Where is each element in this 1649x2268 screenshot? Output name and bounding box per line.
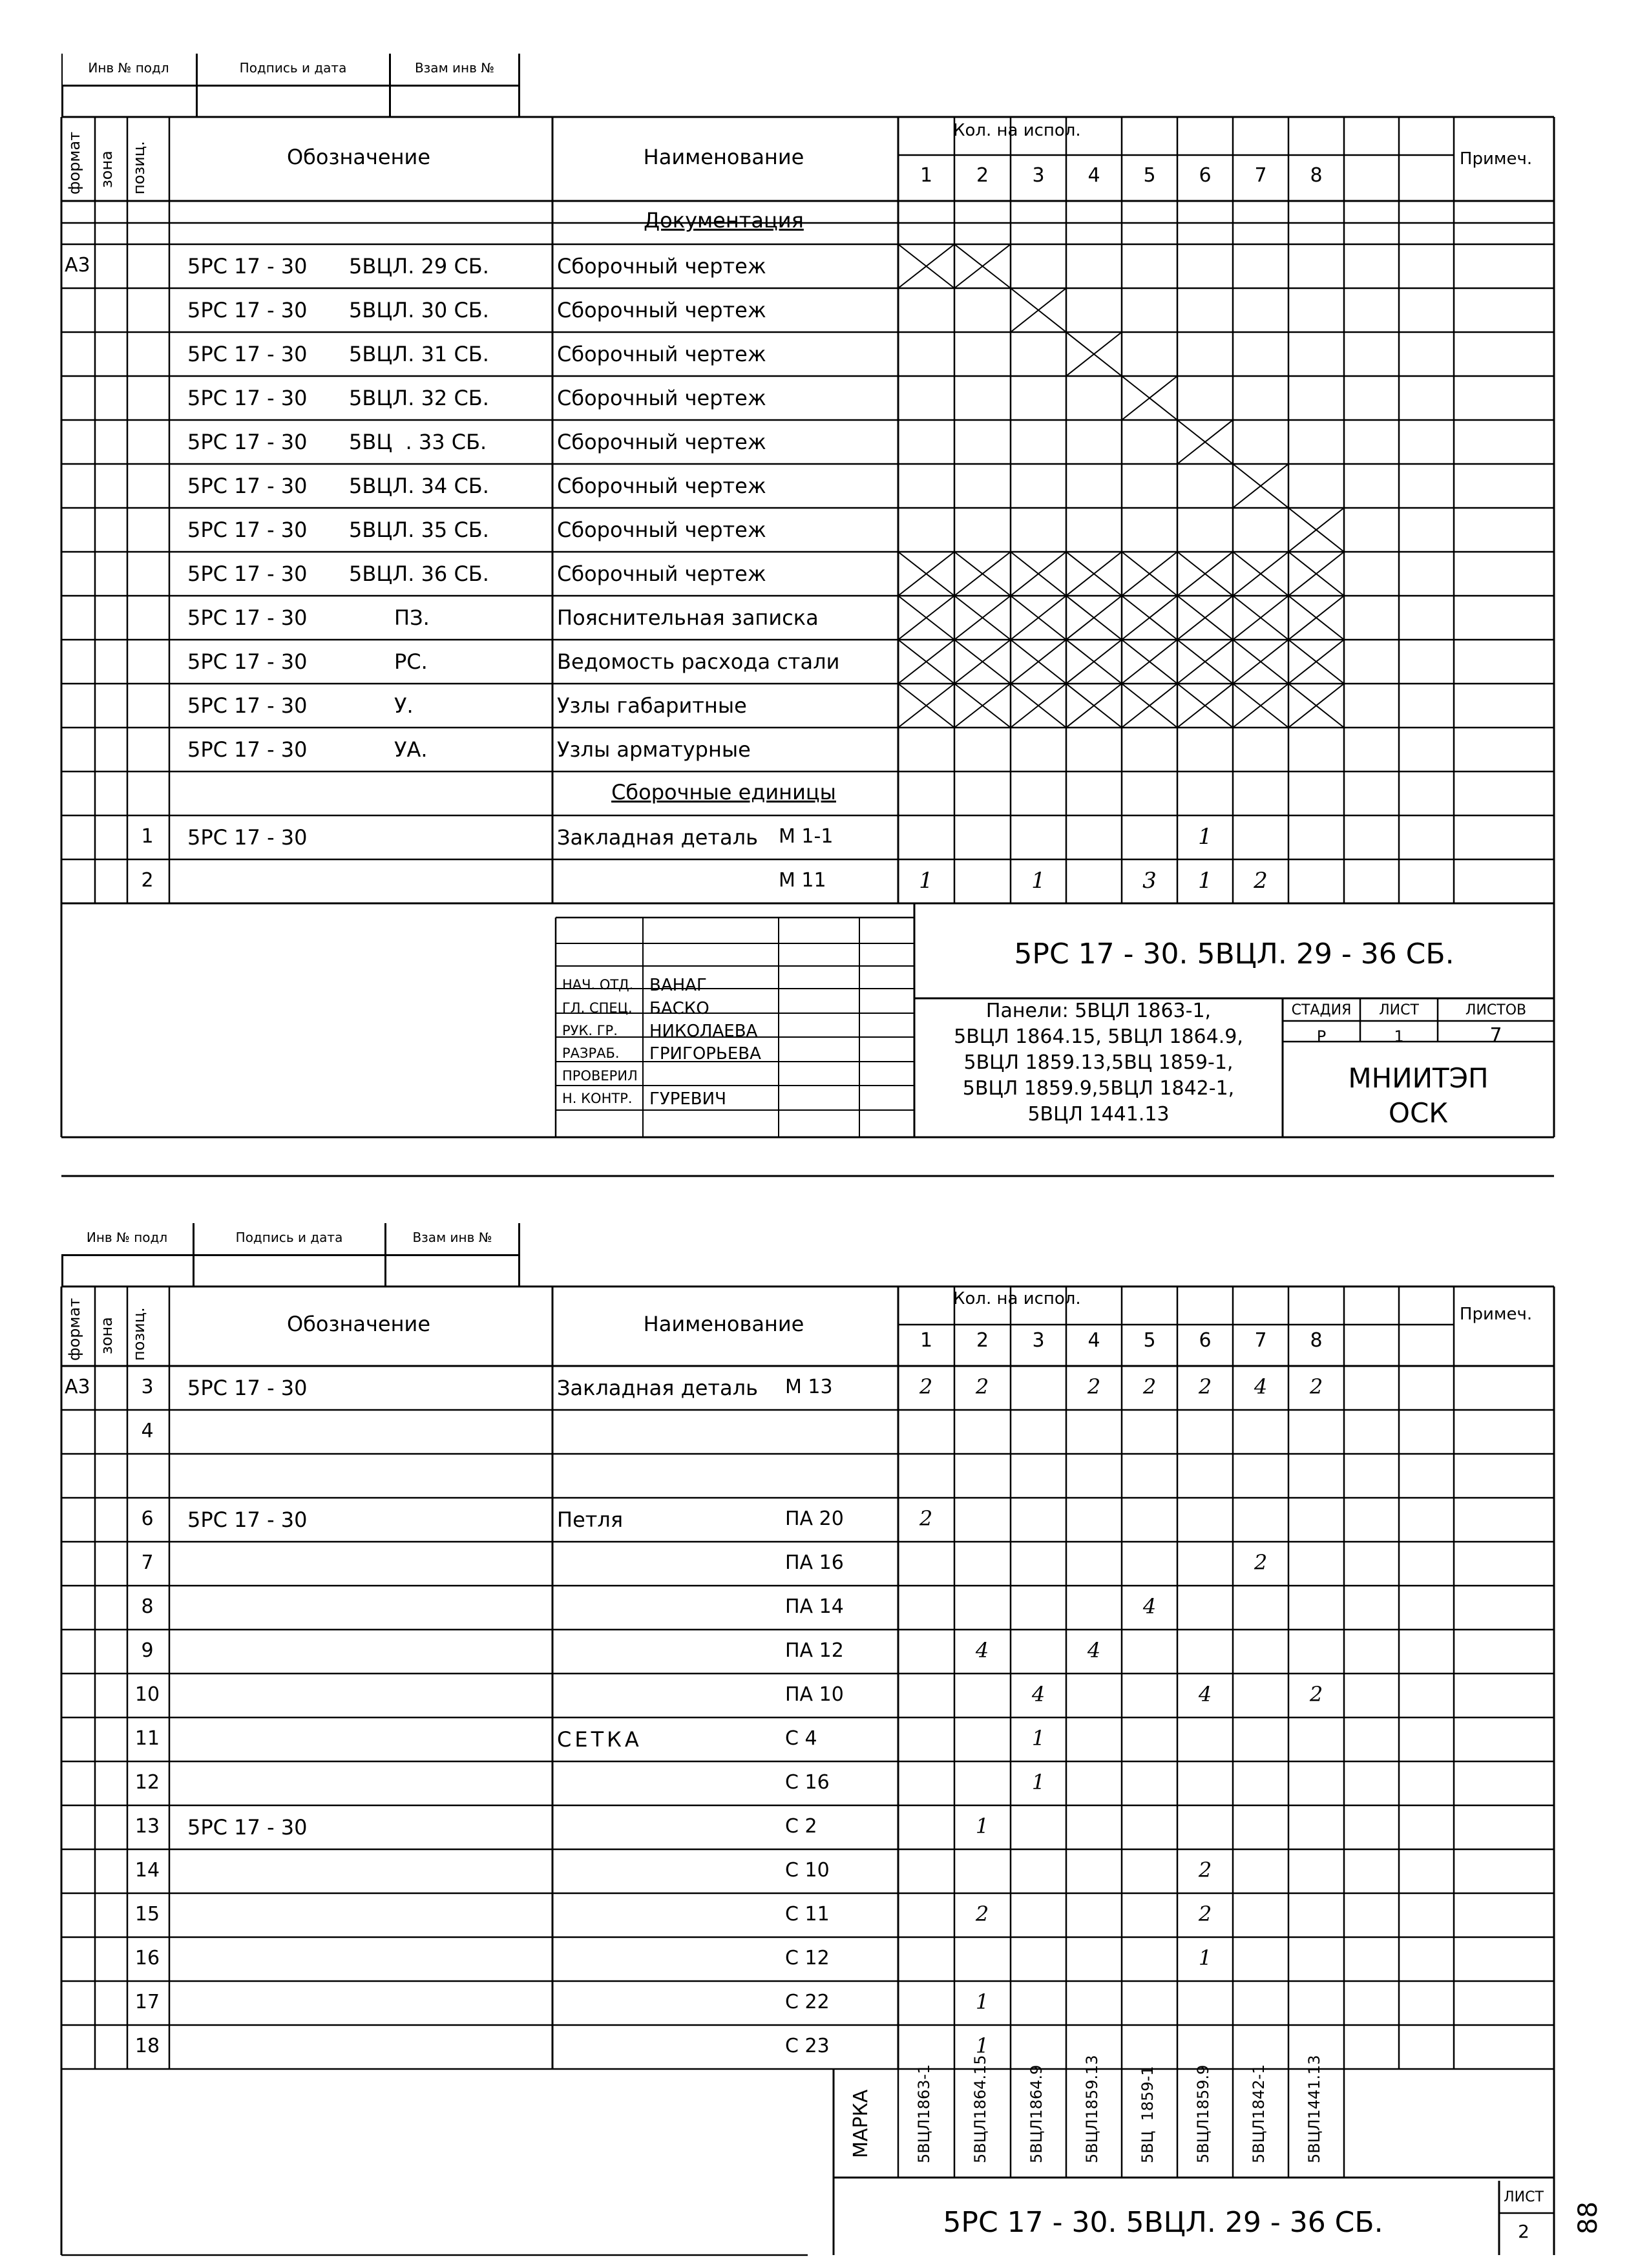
row-name: Закладная деталь	[557, 1376, 758, 1400]
role-label: РАЗРАБ.	[562, 1045, 620, 1061]
title-desc-3: 5ВЦЛ 1859.13,5ВЦ 1859-1,	[963, 1051, 1234, 1074]
row-qty-3: 4	[1031, 1682, 1045, 1706]
col-1: 1	[919, 164, 933, 187]
row-qty-6: 4	[1198, 1682, 1212, 1706]
row-position: 12	[134, 1771, 160, 1794]
row-name: Сборочный чертеж	[557, 386, 766, 410]
row-code: 5РС 17 - 30	[187, 1815, 308, 1840]
row-name: Узлы габаритные	[557, 693, 747, 718]
col-2: 2	[976, 164, 989, 187]
row-position: 7	[141, 1551, 154, 1574]
row-code: 5РС 17 - 30	[187, 605, 308, 630]
row-qty-4: 2	[1087, 1374, 1101, 1399]
row-name2: С 2	[785, 1815, 817, 1838]
row-position: 16	[134, 1947, 160, 1969]
person-name: БАСКО	[649, 999, 709, 1018]
row-code: 5РС 17 - 30	[187, 298, 308, 322]
header-poz-2: позиц.	[130, 1307, 148, 1361]
row-qty-1: 1	[919, 868, 933, 894]
mark-label: 5ВЦЛ1863-1	[915, 2064, 933, 2163]
row-position: 2	[141, 869, 154, 892]
listov-label: ЛИСТОВ	[1465, 1002, 1527, 1018]
header-poz: позиц.	[130, 141, 148, 194]
col-4: 4	[1087, 164, 1100, 187]
podpis-label: Подпись и дата	[239, 60, 347, 76]
header-zona: зона	[98, 151, 116, 188]
row-qty-1: 2	[919, 1506, 933, 1531]
row-qty-7: 2	[1254, 1550, 1268, 1575]
col2-8: 8	[1310, 1329, 1323, 1352]
row-name: Пояснительная записка	[557, 605, 819, 630]
org-name: МНИИТЭП	[1348, 1062, 1489, 1094]
title-desc-1: Панели: 5ВЦЛ 1863-1,	[985, 1000, 1212, 1022]
header-kol: Кол. на испол.	[953, 121, 1081, 140]
row-code: 5РС 17 - 30	[187, 474, 308, 498]
row-suffix: 5ВЦ . 33 СБ.	[349, 430, 487, 454]
row-code: 5РС 17 - 30	[187, 1507, 308, 1532]
col2-7: 7	[1254, 1329, 1267, 1352]
row-qty-8: 2	[1309, 1682, 1323, 1706]
inv-podl-label: Инв № подл	[88, 60, 169, 76]
row-name: Сборочный чертеж	[557, 474, 766, 498]
col-5: 5	[1143, 164, 1156, 187]
row-name: Узлы арматурные	[557, 737, 751, 762]
header-zona-2: зона	[98, 1317, 116, 1354]
mark-label: 5ВЦЛ1864.15	[971, 2055, 989, 2163]
row-name2: С 4	[785, 1727, 817, 1750]
row-code: 5РС 17 - 30	[187, 386, 308, 410]
row-name2: ПА 16	[785, 1551, 844, 1574]
role-label: НАЧ. ОТД.	[562, 977, 634, 992]
section-assembly-units: Сборочные единицы	[611, 780, 836, 804]
page-number: 88	[1573, 2201, 1603, 2234]
row-position: 15	[134, 1903, 160, 1926]
title-desc-4: 5ВЦЛ 1859.9,5ВЦЛ 1842-1,	[962, 1077, 1235, 1100]
footer-code: 5РС 17 - 30. 5ВЦЛ. 29 - 36 СБ.	[943, 2206, 1383, 2239]
row-qty-5: 3	[1142, 868, 1157, 894]
row-qty-4: 4	[1087, 1638, 1101, 1663]
row-code: 5РС 17 - 30	[187, 649, 308, 674]
mark-label: 5ВЦЛ1842-1	[1250, 2064, 1268, 2163]
role-label: Н. КОНТР.	[562, 1091, 633, 1106]
footer-list-number: 2	[1518, 2221, 1529, 2242]
row-code: 5РС 17 - 30	[187, 342, 308, 366]
header-oboz: Обозначение	[286, 145, 431, 169]
vzam-label-2: Взам инв №	[412, 1230, 492, 1245]
row-qty-2: 4	[975, 1638, 989, 1663]
header-naim: Наименование	[643, 145, 804, 169]
header-kol-2: Кол. на испол.	[953, 1289, 1081, 1308]
row-name: Сборочный чертеж	[557, 430, 766, 454]
header-naim-2: Наименование	[643, 1312, 804, 1336]
row-code: 5РС 17 - 30	[187, 693, 308, 718]
row-name2: ПА 20	[785, 1507, 844, 1530]
row-qty-6: 2	[1198, 1374, 1212, 1399]
person-name: ВАНАГ	[649, 976, 707, 995]
row-qty-6: 2	[1198, 1858, 1212, 1882]
row-qty-6: 1	[1198, 1946, 1212, 1970]
row-suffix: 5ВЦЛ. 30 СБ.	[349, 298, 489, 322]
row-code: 5РС 17 - 30	[187, 825, 308, 850]
row-qty-2: 1	[975, 2033, 989, 2058]
row-qty-2: 1	[975, 1814, 989, 1838]
list-label: ЛИСТ	[1379, 1002, 1419, 1018]
row-name: Сборочный чертеж	[557, 562, 766, 586]
title-desc-5: 5ВЦЛ 1441.13	[1027, 1103, 1170, 1126]
row-name2: ПА 14	[785, 1595, 844, 1618]
role-label: ГЛ. СПЕЦ.	[562, 1000, 633, 1016]
row-position: 11	[134, 1727, 160, 1750]
title-desc-2: 5ВЦЛ 1864.15, 5ВЦЛ 1864.9,	[954, 1025, 1243, 1048]
row-name2: С 10	[785, 1859, 830, 1882]
inv-podl-label-2: Инв № подл	[86, 1230, 168, 1245]
row-name2: ПА 10	[785, 1683, 844, 1706]
row-name: Закладная деталь	[557, 825, 758, 850]
row-name: Ведомость расхода стали	[557, 649, 840, 674]
row-position: 8	[141, 1595, 154, 1618]
row-name2: С 16	[785, 1771, 830, 1794]
row-qty-7: 4	[1254, 1374, 1268, 1399]
row-suffix: ПЗ.	[394, 605, 430, 630]
row-qty-8: 2	[1309, 1374, 1323, 1399]
row-code: 5РС 17 - 30	[187, 430, 308, 454]
col-7: 7	[1254, 164, 1267, 187]
row-qty-3: 1	[1031, 1770, 1045, 1794]
row-qty-2: 1	[975, 1990, 989, 2014]
row-name2: С 22	[785, 1991, 830, 2013]
row-name: Сборочный чертеж	[557, 342, 766, 366]
row-position: 4	[141, 1420, 154, 1442]
title-code: 5РС 17 - 30. 5ВЦЛ. 29 - 36 СБ.	[1014, 938, 1455, 971]
row-qty-3: 1	[1031, 868, 1045, 894]
header-prim-2: Примеч.	[1459, 1305, 1533, 1324]
list-value: 1	[1394, 1027, 1404, 1045]
row-format: А3	[65, 1376, 90, 1398]
row-qty-1: 2	[919, 1374, 933, 1399]
header-format-2: формат	[65, 1297, 83, 1361]
col2-1: 1	[919, 1329, 933, 1352]
row-name2: М 13	[785, 1376, 833, 1398]
person-name: НИКОЛАЕВА	[649, 1022, 758, 1041]
row-name2: М 1-1	[779, 825, 834, 848]
row-qty-6: 1	[1198, 868, 1212, 894]
col2-4: 4	[1087, 1329, 1100, 1352]
row-name2: С 12	[785, 1947, 830, 1969]
col-6: 6	[1199, 164, 1212, 187]
row-qty-2: 2	[975, 1374, 989, 1399]
org-dept: ОСК	[1388, 1097, 1449, 1129]
section-documentation: Документация	[644, 208, 804, 233]
row-suffix: 5ВЦЛ. 34 СБ.	[349, 474, 489, 498]
row-qty-5: 2	[1142, 1374, 1157, 1399]
mark-label: 5ВЦЛ1859.13	[1083, 2055, 1101, 2163]
col-8: 8	[1310, 164, 1323, 187]
row-name2: С 23	[785, 2035, 830, 2057]
col2-3: 3	[1032, 1329, 1045, 1352]
row-name: Сборочный чертеж	[557, 254, 766, 278]
row-name: Сборочный чертеж	[557, 298, 766, 322]
row-code: 5РС 17 - 30	[187, 562, 308, 586]
mark-label: 5ВЦЛ1864.9	[1027, 2064, 1045, 2163]
row-suffix: УА.	[394, 737, 428, 762]
row-name: Сборочный чертеж	[557, 518, 766, 542]
row-code: 5РС 17 - 30	[187, 254, 308, 278]
mark-label: 5ВЦЛ1441.13	[1305, 2055, 1323, 2163]
col-3: 3	[1032, 164, 1045, 187]
mark-label: 5ВЦ 1859-1	[1139, 2066, 1157, 2163]
row-position: 10	[134, 1683, 160, 1706]
row-qty-6: 1	[1198, 824, 1212, 850]
header-oboz-2: Обозначение	[286, 1312, 431, 1336]
row-position: 13	[134, 1815, 160, 1838]
role-label: РУК. ГР.	[562, 1023, 618, 1038]
col2-2: 2	[976, 1329, 989, 1352]
row-position: 18	[134, 2035, 160, 2057]
row-position: 17	[134, 1991, 160, 2013]
row-name: Петля	[557, 1507, 624, 1532]
row-position: 3	[141, 1376, 154, 1398]
footer-list-label: ЛИСТ	[1504, 2189, 1544, 2205]
row-position: 1	[141, 825, 154, 848]
marka-label: МАРКА	[850, 2089, 872, 2158]
col2-6: 6	[1199, 1329, 1212, 1352]
row-code: 5РС 17 - 30	[187, 1376, 308, 1400]
vzam-label: Взам инв №	[414, 60, 495, 76]
person-name: ГУРЕВИЧ	[649, 1089, 726, 1109]
row-format: А3	[65, 254, 90, 277]
podpis-label-2: Подпись и дата	[235, 1230, 343, 1245]
row-position: 9	[141, 1639, 154, 1662]
row-suffix: 5ВЦЛ. 31 СБ.	[349, 342, 489, 366]
row-qty-2: 2	[975, 1902, 989, 1926]
header-prim: Примеч.	[1459, 149, 1533, 169]
col2-5: 5	[1143, 1329, 1156, 1352]
row-suffix: У.	[394, 693, 414, 718]
mark-label: 5ВЦЛ1859.9	[1194, 2064, 1212, 2163]
row-code: 5РС 17 - 30	[187, 737, 308, 762]
role-label: ПРОВЕРИЛ	[562, 1068, 638, 1084]
row-suffix: 5ВЦЛ. 36 СБ.	[349, 562, 489, 586]
row-position: 14	[134, 1859, 160, 1882]
row-position: 6	[141, 1507, 154, 1530]
row-name: СЕТКА	[557, 1727, 642, 1752]
row-qty-3: 1	[1031, 1726, 1045, 1750]
row-suffix: 5ВЦЛ. 35 СБ.	[349, 518, 489, 542]
row-name2: С 11	[785, 1903, 830, 1926]
row-name2: ПА 12	[785, 1639, 844, 1662]
stadia-value: Р	[1316, 1027, 1327, 1045]
row-qty-5: 4	[1142, 1594, 1157, 1619]
listov-value: 7	[1489, 1024, 1502, 1047]
row-suffix: РС.	[394, 649, 428, 674]
stadia-label: СТАДИЯ	[1291, 1002, 1352, 1018]
row-suffix: 5ВЦЛ. 32 СБ.	[349, 386, 489, 410]
row-qty-7: 2	[1254, 868, 1268, 894]
row-code: 5РС 17 - 30	[187, 518, 308, 542]
header-format: формат	[65, 131, 83, 194]
row-suffix: 5ВЦЛ. 29 СБ.	[349, 254, 489, 278]
row-name2: М 11	[779, 869, 826, 892]
row-qty-6: 2	[1198, 1902, 1212, 1926]
person-name: ГРИГОРЬЕВА	[649, 1044, 761, 1064]
